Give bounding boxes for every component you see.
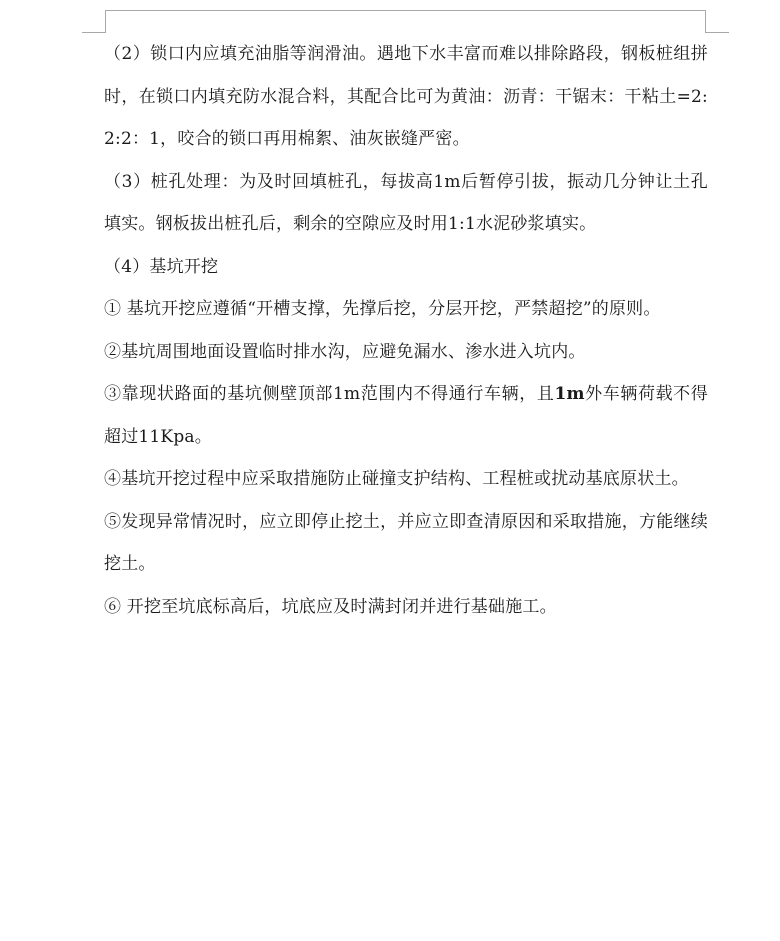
- crop-mark-top-left: [105, 10, 106, 32]
- document-body: [104, 33, 708, 628]
- vehicle-restriction-text-end: 外车辆荷载不得超过11Kpa。: [104, 384, 708, 447]
- section-heading-excavation: （4）基坑开挖: [104, 256, 219, 277]
- list-item-vehicle-restriction: [104, 373, 708, 458]
- list-item-pit-bottom-sealing: ⑥ 开挖至坑底标高后，坑底应及时满封闭并进行基础施工。: [104, 596, 557, 617]
- list-item-abnormal-handling: ⑤发现异常情况时，应立即停止挖土，并应立即查清原因和采取措施，方能继续挖土。: [104, 511, 708, 574]
- list-item-collision-prevention: ④基坑开挖过程中应采取措施防止碰撞支护结构、工程桩或扰动基底原状土。: [104, 469, 689, 489]
- crop-mark-top-right: [705, 32, 729, 33]
- vehicle-restriction-distance: 1m: [554, 384, 585, 404]
- list-item-drainage: ②基坑周围地面设置临时排水沟，应避免漏水、渗水进入坑内。: [104, 341, 586, 362]
- list-item-excavation-principle: ① 基坑开挖应遵循“开槽支撑，先撑后挖，分层开挖，严禁超挖”的原则。: [104, 299, 661, 319]
- page-header-rule: [105, 10, 706, 11]
- paragraph-pile-hole-treatment: （3）桩孔处理：为及时回填桩孔，每拔高1m后暂停引拔，振动几分钟让土孔填实。钢板拔出桩孔后，剩余的空隙应及时用1:1水泥砂浆填实。: [104, 171, 708, 234]
- crop-mark-top-right: [705, 10, 706, 32]
- crop-mark-top-left: [82, 32, 106, 33]
- vehicle-restriction-text-start: ③靠现状路面的基坑侧壁顶部1m范围内不得通行车辆，且: [104, 384, 555, 404]
- paragraph-lock-lubrication: （2）锁口内应填充油脂等润滑油。遇地下水丰富而难以排除路段，钢板桩组拼时，在锁口内填充防水混合料，其配合比可为黄油：沥青：干锯末：干粘土=2:2:2：1，咬合的锁口再用棉絮、油灰嵌缝严密。: [104, 44, 708, 149]
